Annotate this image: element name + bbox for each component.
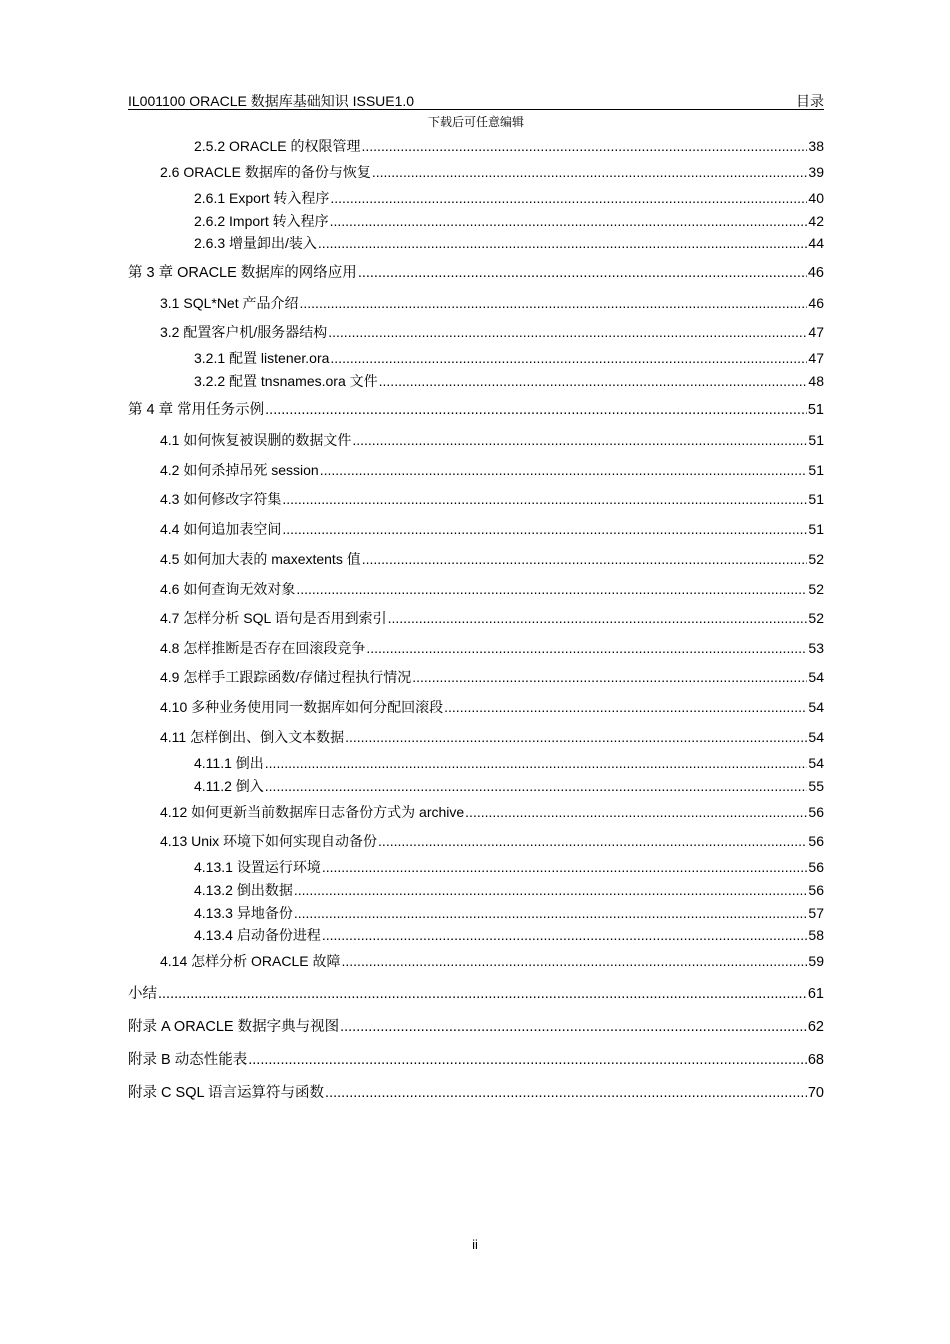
- toc-entry[interactable]: [160, 952, 824, 970]
- toc-leader-dots: [342, 952, 808, 970]
- toc-entry-title: 3.2 配置客户机/服务器结构: [160, 324, 328, 340]
- header-section-label: 目录: [796, 93, 824, 109]
- toc-entry-title: 第 3 章 ORACLE 数据库的网络应用: [128, 265, 357, 281]
- toc-entry-title: 4.13.3 异地备份: [194, 905, 293, 921]
- toc-entry[interactable]: [194, 212, 824, 230]
- toc-entry-page: 54: [808, 699, 824, 715]
- toc-entry[interactable]: [128, 1084, 824, 1102]
- toc-leader-dots: [372, 163, 808, 181]
- toc-entry-page: 42: [808, 213, 824, 229]
- toc-entry-title: 2.6.3 增量卸出/装入: [194, 235, 317, 251]
- toc-leader-dots: [340, 1018, 807, 1036]
- toc-entry-page: 52: [808, 581, 824, 597]
- toc-entry-title: 4.13.2 倒出数据: [194, 882, 293, 898]
- toc-leader-dots: [282, 490, 807, 508]
- toc-entry-page: 51: [808, 462, 824, 478]
- toc-entry-title: 4.9 怎样手工跟踪函数/存储过程执行情况: [160, 669, 412, 685]
- toc-entry-title: 2.6.1 Export 转入程序: [194, 190, 330, 206]
- toc-entry[interactable]: [160, 803, 824, 821]
- toc-entry[interactable]: [194, 234, 824, 252]
- toc-entry-title: 4.7 怎样分析 SQL 语句是否用到索引: [160, 610, 387, 626]
- toc-leader-dots: [330, 349, 807, 367]
- toc-entry[interactable]: [160, 163, 824, 181]
- toc-leader-dots: [366, 639, 807, 657]
- header-document-title: IL001100 ORACLE 数据库基础知识 ISSUE1.0: [128, 93, 415, 109]
- toc-leader-dots: [465, 803, 807, 821]
- toc-leader-dots: [294, 881, 808, 899]
- toc-entry[interactable]: [194, 372, 824, 390]
- toc-leader-dots: [322, 926, 808, 944]
- toc-entry-page: 44: [808, 235, 824, 251]
- toc-entry-title: 第 4 章 常用任务示例: [128, 402, 265, 418]
- toc-entry[interactable]: [160, 609, 824, 627]
- toc-entry[interactable]: [160, 639, 824, 657]
- toc-entry[interactable]: [160, 832, 824, 850]
- toc-entry-title: 4.13.1 设置运行环境: [194, 859, 321, 875]
- toc-entry-page: 57: [808, 905, 824, 921]
- toc-entry-page: 39: [808, 164, 824, 180]
- toc-entry[interactable]: [128, 1018, 824, 1036]
- toc-entry-title: 4.5 如何加大表的 maxextents 值: [160, 551, 361, 567]
- toc-entry[interactable]: [128, 401, 824, 419]
- toc-entry-title: 4.3 如何修改字符集: [160, 491, 282, 507]
- toc-entry-title: 3.1 SQL*Net 产品介绍: [160, 295, 299, 311]
- toc-entry[interactable]: [128, 985, 824, 1003]
- toc-entry-page: 61: [807, 986, 824, 1002]
- toc-leader-dots: [320, 461, 808, 479]
- toc-leader-dots: [379, 372, 808, 390]
- toc-entry[interactable]: [194, 777, 824, 795]
- toc-entry-page: 51: [808, 521, 824, 537]
- toc-leader-dots: [325, 1084, 807, 1102]
- toc-leader-dots: [300, 294, 808, 312]
- toc-entry-page: 62: [807, 1019, 824, 1035]
- toc-entry-page: 59: [808, 953, 824, 969]
- toc-leader-dots: [358, 264, 807, 282]
- toc-entry-page: 46: [807, 265, 824, 281]
- toc-entry[interactable]: [160, 294, 824, 312]
- toc-entry-title: 4.11 怎样倒出、倒入文本数据: [160, 729, 345, 745]
- toc-entry-page: 48: [808, 373, 824, 389]
- toc-entry-page: 46: [808, 295, 824, 311]
- toc-entry[interactable]: [194, 881, 824, 899]
- toc-entry-page: 70: [807, 1085, 824, 1101]
- toc-entry-title: 4.13 Unix 环境下如何实现自动备份: [160, 833, 378, 849]
- toc-leader-dots: [362, 137, 808, 155]
- toc-leader-dots: [345, 728, 807, 746]
- toc-entry[interactable]: [160, 431, 824, 449]
- toc-entry-page: 55: [808, 778, 824, 794]
- toc-entry-page: 68: [807, 1052, 824, 1068]
- toc-entry-page: 47: [808, 350, 824, 366]
- toc-entry-title: 3.2.2 配置 tnsnames.ora 文件: [194, 373, 378, 389]
- toc-entry-page: 38: [808, 138, 824, 154]
- toc-entry-title: 4.10 多种业务使用同一数据库如何分配回滚段: [160, 699, 444, 715]
- download-note: 下载后可任意编辑: [427, 115, 524, 129]
- toc-entry-page: 54: [808, 755, 824, 771]
- toc-leader-dots: [248, 1051, 807, 1069]
- toc-entry[interactable]: [194, 137, 824, 155]
- toc-entry-title: 4.13.4 启动备份进程: [194, 927, 321, 943]
- toc-leader-dots: [265, 754, 808, 772]
- toc-entry[interactable]: [194, 349, 824, 367]
- toc-entry-page: 47: [808, 324, 824, 340]
- toc-entry[interactable]: [160, 728, 824, 746]
- toc-entry[interactable]: [128, 1051, 824, 1069]
- toc-entry-page: 52: [808, 551, 824, 567]
- toc-leader-dots: [328, 323, 807, 341]
- toc-entry-page: 53: [808, 640, 824, 656]
- toc-entry[interactable]: [160, 698, 824, 716]
- toc-entry-title: 4.14 怎样分析 ORACLE 故障: [160, 953, 341, 969]
- toc-entry[interactable]: [194, 754, 824, 772]
- toc-entry[interactable]: [160, 580, 824, 598]
- toc-entry[interactable]: [160, 323, 824, 341]
- toc-entry-page: 52: [808, 610, 824, 626]
- toc-leader-dots: [362, 550, 808, 568]
- toc-entry-page: 54: [808, 669, 824, 685]
- toc-entry-title: 3.2.1 配置 listener.ora: [194, 350, 330, 366]
- toc-leader-dots: [296, 580, 807, 598]
- toc-leader-dots: [330, 189, 807, 207]
- toc-entry-title: 2.6 ORACLE 数据库的备份与恢复: [160, 164, 371, 180]
- toc-leader-dots: [294, 904, 808, 922]
- toc-entry-page: 56: [808, 882, 824, 898]
- page-number: ii: [472, 1237, 478, 1252]
- toc-entry[interactable]: [194, 904, 824, 922]
- toc-leader-dots: [330, 212, 808, 230]
- toc-entry-page: 56: [808, 833, 824, 849]
- toc-leader-dots: [378, 832, 807, 850]
- toc-leader-dots: [412, 668, 807, 686]
- toc-entry-title: 2.5.2 ORACLE 的权限管理: [194, 138, 361, 154]
- toc-entry-page: 40: [808, 190, 824, 206]
- toc-entry-page: 51: [807, 402, 824, 418]
- toc-entry[interactable]: [128, 264, 824, 282]
- toc-entry-title: 4.4 如何追加表空间: [160, 521, 282, 537]
- toc-entry-page: 56: [808, 804, 824, 820]
- toc-leader-dots: [265, 777, 808, 795]
- toc-entry[interactable]: [194, 926, 824, 944]
- toc-leader-dots: [265, 401, 807, 419]
- toc-entry-title: 附录 C SQL 语言运算符与函数: [128, 1085, 325, 1101]
- toc-entry-title: 4.8 怎样推断是否存在回滚段竞争: [160, 640, 366, 656]
- toc-leader-dots: [282, 520, 807, 538]
- toc-entry[interactable]: [194, 858, 824, 876]
- toc-entry[interactable]: [160, 668, 824, 686]
- toc-leader-dots: [318, 234, 808, 252]
- toc-entry-page: 51: [808, 432, 824, 448]
- toc-entry-page: 56: [808, 859, 824, 875]
- toc-leader-dots: [322, 858, 808, 876]
- toc-entry-page: 51: [808, 491, 824, 507]
- toc-entry-title: 4.11.1 倒出: [194, 755, 264, 771]
- toc-entry[interactable]: [160, 461, 824, 479]
- toc-leader-dots: [388, 609, 808, 627]
- toc-leader-dots: [352, 431, 807, 449]
- toc-entry-title: 4.2 如何杀掉吊死 session: [160, 462, 319, 478]
- toc-entry-title: 附录 B 动态性能表: [128, 1052, 248, 1068]
- toc-entry-title: 附录 A ORACLE 数据字典与视图: [128, 1019, 340, 1035]
- toc-entry[interactable]: [160, 550, 824, 568]
- toc-entry-title: 4.1 如何恢复被误删的数据文件: [160, 432, 352, 448]
- toc-entry-title: 4.6 如何查询无效对象: [160, 581, 296, 597]
- toc-entry-title: 2.6.2 Import 转入程序: [194, 213, 329, 229]
- toc-entry-title: 小结: [128, 986, 157, 1002]
- toc-entry-page: 58: [808, 927, 824, 943]
- toc-leader-dots: [158, 985, 807, 1003]
- toc-entry[interactable]: [160, 520, 824, 538]
- toc-entry-page: 54: [808, 729, 824, 745]
- toc-entry[interactable]: [160, 490, 824, 508]
- toc-entry-title: 4.12 如何更新当前数据库日志备份方式为 archive: [160, 804, 465, 820]
- toc-entry[interactable]: [194, 189, 824, 207]
- toc-entry-title: 4.11.2 倒入: [194, 778, 264, 794]
- toc-leader-dots: [444, 698, 807, 716]
